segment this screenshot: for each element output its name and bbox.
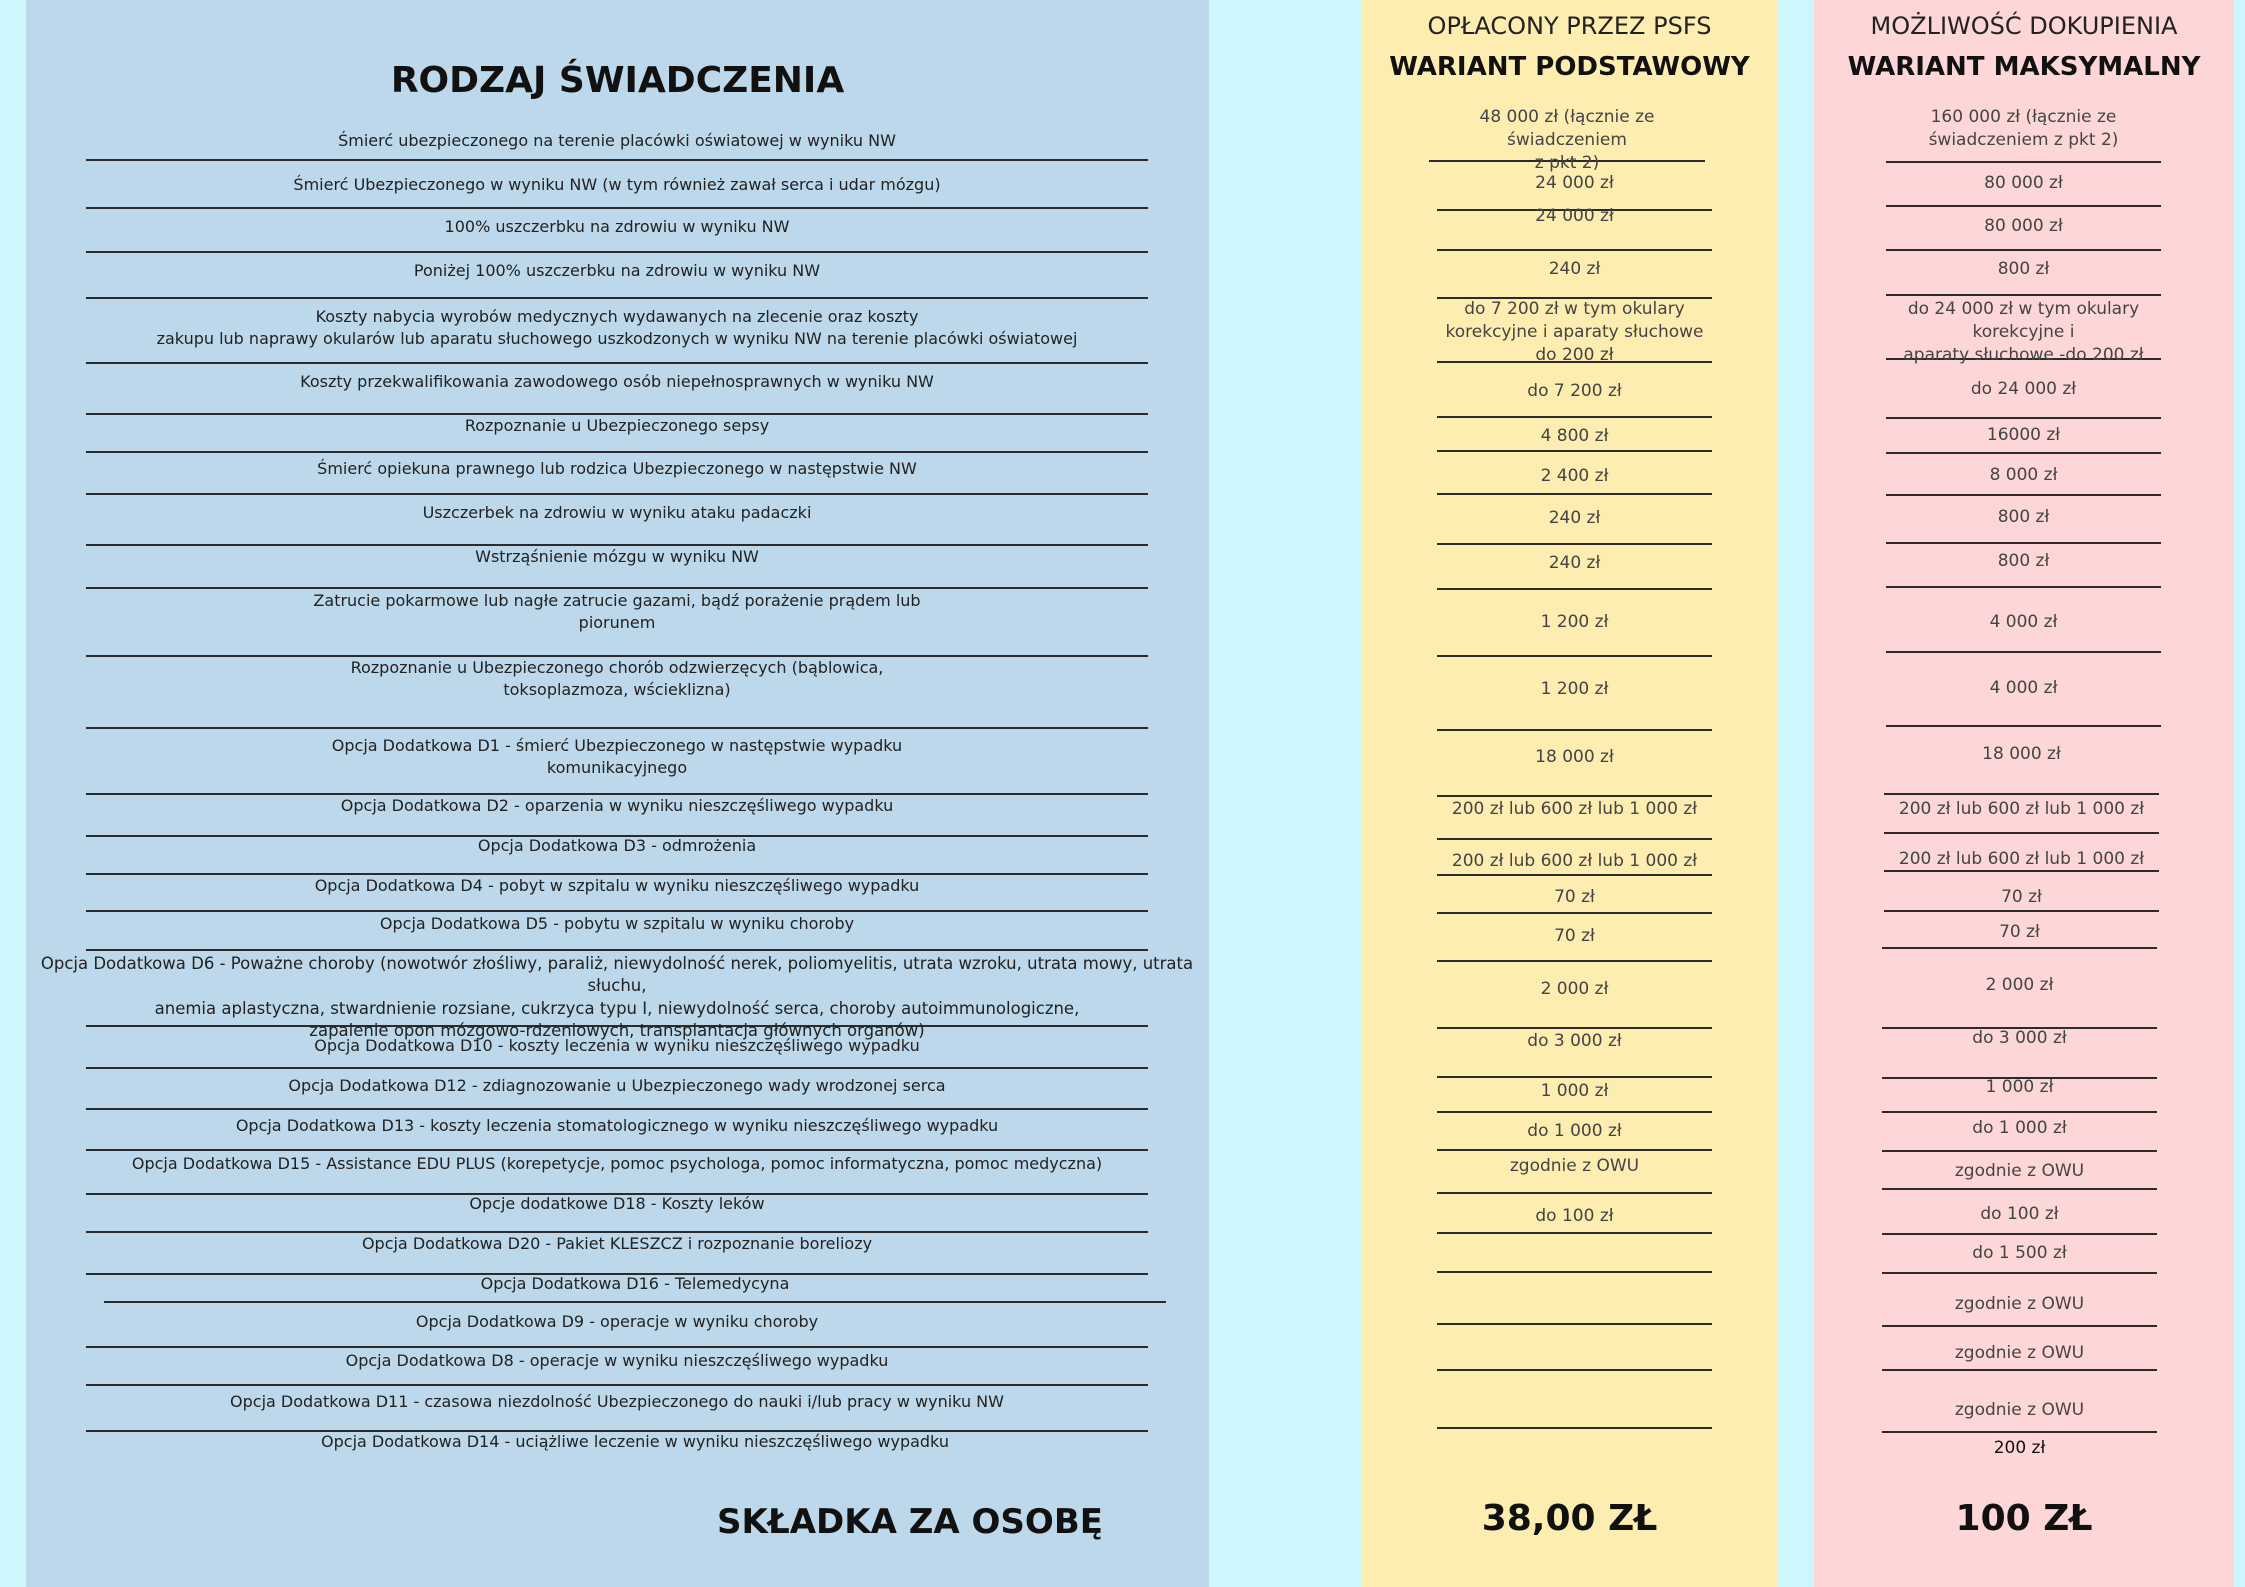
max-value-text: 800 zł bbox=[1997, 551, 2050, 571]
max-variant-heading: MOŻLIWOŚĆ DOKUPIENIA bbox=[1870, 12, 2178, 40]
benefit-row bbox=[86, 1149, 1148, 1195]
max-value-text: do 1 500 zł bbox=[1972, 1243, 2067, 1263]
max-value-text: 4 000 zł bbox=[1989, 678, 2058, 698]
basic-value-text: do 100 zł bbox=[1535, 1206, 1614, 1226]
benefit-text: Poniżej 100% uszczerbku na zdrowiu w wyniku NW bbox=[413, 261, 821, 280]
basic-value-row bbox=[1437, 1027, 1712, 1078]
max-value-text: zgodnie z OWU bbox=[1954, 1294, 2085, 1314]
benefit-text: Opcja Dodatkowa D14 - uciążliwe leczenie w wyniku nieszczęśliwego wypadku bbox=[321, 1432, 949, 1451]
max-value-text: 8 000 zł bbox=[1989, 465, 2058, 485]
benefit-text: Opcja Dodatkowa D20 - Pakiet KLESZCZ i rozpoznanie boreliozy bbox=[361, 1234, 873, 1253]
max-value-row bbox=[1882, 1111, 2157, 1152]
basic-value-row bbox=[1437, 160, 1712, 211]
max-value-row bbox=[1886, 358, 2161, 419]
max-value-row bbox=[1886, 161, 2161, 207]
max-value-text: 200 zł lub 600 zł lub 1 000 zł bbox=[1898, 799, 2145, 819]
benefit-text: Zatrucie pokarmowe lub nagłe zatrucie gazami, bądź porażenie prądem lub piorunem bbox=[313, 591, 921, 632]
max-value-row bbox=[1882, 1233, 2157, 1274]
benefit-text: Uszczerbek na zdrowiu w wyniku ataku padaczki bbox=[422, 503, 812, 522]
benefit-row bbox=[86, 1067, 1148, 1110]
max-value-text: 800 zł bbox=[1997, 507, 2050, 527]
basic-value-row bbox=[1437, 795, 1712, 840]
benefit-text: Opcja Dodatkowa D3 - odmrożenia bbox=[477, 836, 757, 855]
benefit-text: Opcja Dodatkowa D16 - Telemedycyna bbox=[480, 1274, 790, 1293]
max-value-row bbox=[1882, 910, 2157, 949]
basic-value-row bbox=[1437, 543, 1712, 590]
basic-value-row bbox=[1437, 1076, 1712, 1113]
basic-variant-title: WARIANT PODSTAWOWY bbox=[1389, 52, 1750, 82]
max-value-text: 2 000 zł bbox=[1985, 975, 2054, 995]
max-value-row bbox=[1882, 1027, 2157, 1079]
max-value-row bbox=[1882, 1077, 2157, 1113]
basic-value-row bbox=[1437, 361, 1712, 418]
benefit-text: Śmierć Ubezpieczonego w wyniku NW (w tym również zawał serca i udar mózgu) bbox=[293, 175, 941, 194]
max-value-text: zgodnie z OWU bbox=[1954, 1161, 2085, 1181]
benefit-row bbox=[86, 655, 1148, 729]
benefit-text: Rozpoznanie u Ubezpieczonego sepsy bbox=[464, 416, 770, 435]
max-value-row bbox=[1886, 294, 2161, 365]
max-value-row bbox=[1886, 100, 2161, 163]
benefit-row bbox=[104, 1273, 1166, 1303]
basic-value-text: do 1 000 zł bbox=[1527, 1121, 1622, 1141]
benefit-text: Wstrząśnienie mózgu w wyniku NW bbox=[475, 547, 759, 566]
max-value-text: 80 000 zł bbox=[1984, 216, 2063, 236]
max-value-text: zgodnie z OWU bbox=[1954, 1343, 2085, 1363]
benefit-text: Opcje dodatkowe D18 - Koszty leków bbox=[469, 1194, 765, 1213]
max-value-text: 70 zł bbox=[1999, 922, 2040, 942]
max-value-row bbox=[1886, 452, 2161, 496]
max-value-row bbox=[1882, 1188, 2157, 1235]
max-value-row bbox=[1884, 832, 2159, 872]
basic-value-row bbox=[1437, 1323, 1712, 1371]
benefit-text: Opcja Dodatkowa D5 - pobytu w szpitalu w wyniku choroby bbox=[379, 914, 855, 933]
max-value-text: 70 zł bbox=[2001, 887, 2042, 907]
basic-value-row bbox=[1437, 206, 1712, 251]
basic-value-text: 240 zł bbox=[1548, 508, 1601, 528]
benefit-row bbox=[86, 251, 1148, 299]
benefit-text: Śmierć opiekuna prawnego lub rodzica Ubezpieczonego w następstwie NW bbox=[317, 459, 917, 478]
basic-value-text: 18 000 zł bbox=[1535, 747, 1614, 767]
basic-value-text: do 7 200 zł w tym okulary korekcyjne i aparaty słuchowe do 200 zł bbox=[1445, 299, 1704, 365]
benefit-row bbox=[86, 1108, 1148, 1151]
max-value-row bbox=[1886, 542, 2161, 588]
benefit-row bbox=[86, 159, 1148, 209]
basic-value-row bbox=[1437, 588, 1712, 657]
max-value-row bbox=[1882, 1431, 2157, 1470]
benefit-row bbox=[86, 451, 1148, 495]
benefit-text: Opcja Dodatkowa D1 - śmierć Ubezpieczonego w następstwie wypadku komunikacyjnego bbox=[331, 736, 903, 777]
benefit-text: Opcja Dodatkowa D13 - koszty leczenia stomatologicznego w wyniku nieszczęśliwego wypadku bbox=[235, 1116, 999, 1135]
benefit-row bbox=[86, 544, 1148, 589]
benefit-row bbox=[86, 727, 1148, 795]
basic-value-text: 240 zł bbox=[1548, 259, 1601, 279]
benefit-row bbox=[86, 1231, 1148, 1275]
basic-value-row bbox=[1437, 1369, 1712, 1429]
max-value-text: do 24 000 zł bbox=[1970, 379, 2077, 399]
max-value-row bbox=[1886, 205, 2161, 251]
benefit-row bbox=[86, 1193, 1148, 1233]
benefit-row bbox=[86, 1025, 1148, 1069]
benefit-row bbox=[40, 949, 1194, 1040]
max-value-row bbox=[1882, 947, 2157, 1029]
premium-label: SKŁADKA ZA OSOBĘ bbox=[717, 1502, 1103, 1542]
benefit-text: Opcja Dodatkowa D10 - koszty leczenia w wyniku nieszczęśliwego wypadku bbox=[314, 1036, 920, 1055]
max-value-text: 800 zł bbox=[1997, 259, 2050, 279]
basic-value-text: 70 zł bbox=[1554, 887, 1595, 907]
max-value-text: zgodnie z OWU bbox=[1954, 1400, 2085, 1420]
max-value-text: 16000 zł bbox=[1986, 425, 2061, 445]
basic-value-text: 200 zł lub 600 zł lub 1 000 zł bbox=[1451, 799, 1698, 819]
max-value-row bbox=[1882, 1150, 2157, 1190]
benefit-text: 100% uszczerbku na zdrowiu w wyniku NW bbox=[444, 217, 790, 236]
max-variant-title: WARIANT MAKSYMALNY bbox=[1847, 52, 2201, 82]
max-value-text: do 100 zł bbox=[1980, 1204, 2059, 1224]
basic-value-text: zgodnie z OWU bbox=[1509, 1156, 1640, 1176]
benefit-text: Koszty nabycia wyrobów medycznych wydawanych na zlecenie oraz koszty zakupu lub naprawy okularów lub aparatu słuchowego uszkodzonych w wyniku NW na terenie placówki oświatowej bbox=[156, 307, 1078, 348]
benefit-row bbox=[104, 1430, 1166, 1460]
basic-value-text: 200 zł lub 600 zł lub 1 000 zł bbox=[1451, 851, 1698, 871]
basic-value-row bbox=[1437, 1149, 1712, 1194]
max-value-row bbox=[1882, 1369, 2157, 1433]
basic-value-row bbox=[1437, 874, 1712, 914]
benefit-row bbox=[86, 873, 1148, 912]
basic-value-row bbox=[1437, 912, 1712, 962]
basic-value-text: 48 000 zł (łącznie ze świadczeniem z pkt 2) bbox=[1479, 107, 1655, 173]
max-value-text: do 24 000 zł w tym okulary korekcyjne i aparaty słuchowe -do 200 zł bbox=[1903, 299, 2144, 365]
benefit-row bbox=[86, 362, 1148, 415]
max-value-text: 200 zł lub 600 zł lub 1 000 zł bbox=[1898, 849, 2145, 869]
benefit-row bbox=[86, 126, 1148, 161]
benefit-text: Opcja Dodatkowa D9 - operacje w wyniku choroby bbox=[415, 1312, 819, 1331]
benefit-row bbox=[86, 297, 1148, 364]
basic-value-text: 1 000 zł bbox=[1540, 1081, 1609, 1101]
basic-value-row bbox=[1437, 1192, 1712, 1234]
benefit-text: Opcja Dodatkowa D8 - operacje w wyniku nieszczęśliwego wypadku bbox=[345, 1351, 889, 1370]
benefit-row bbox=[86, 1384, 1148, 1432]
max-value-row bbox=[1884, 725, 2159, 795]
benefit-row bbox=[86, 493, 1148, 546]
basic-value-row bbox=[1437, 655, 1712, 731]
benefit-row bbox=[86, 1346, 1148, 1386]
max-value-text: 18 000 zł bbox=[1982, 744, 2061, 764]
max-value-text: do 1 000 zł bbox=[1972, 1118, 2067, 1138]
benefit-text: Opcja Dodatkowa D6 - Poważne choroby (nowotwór złośliwy, paraliż, niewydolność nerek, poliomyelitis, utrata wzroku, utrata mowy, utrata słuchu, anemia aplastyczna, stwardnienie rozsiane, cukrzyca typu I, niewydolność serca, choroby autoimmunologiczne, zapalenie opon mózgowo-rdzeniowych, transplantacja głównych organów) bbox=[40, 954, 1194, 1040]
benefit-text: Koszty przekwalifikowania zawodowego osób niepełnosprawnych w wyniku NW bbox=[300, 372, 934, 391]
basic-value-row bbox=[1437, 493, 1712, 545]
benefit-text: Opcja Dodatkowa D11 - czasowa niezdolność Ubezpieczonego do nauki i/lub pracy w wyniku NW bbox=[230, 1392, 1004, 1411]
max-value-row bbox=[1884, 793, 2159, 834]
basic-value-text: 70 zł bbox=[1554, 926, 1595, 946]
benefit-text: Rozpoznanie u Ubezpieczonego chorób odzwierzęcych (bąblowica, toksoplazmoza, wścieklizna) bbox=[350, 658, 884, 699]
benefit-row bbox=[86, 413, 1148, 453]
benefit-row bbox=[86, 793, 1148, 837]
benefit-row bbox=[86, 587, 1148, 657]
max-premium: 100 ZŁ bbox=[1955, 1498, 2093, 1539]
max-value-text: 1 000 zł bbox=[1985, 1077, 2054, 1097]
max-value-row bbox=[1886, 586, 2161, 653]
benefit-row bbox=[86, 1301, 1148, 1348]
max-value-text: 80 000 zł bbox=[1984, 173, 2063, 193]
max-value-text: 200 zł bbox=[1993, 1438, 2046, 1458]
benefit-text: Opcja Dodatkowa D12 - zdiagnozowanie u Ubezpieczonego wady wrodzonej serca bbox=[288, 1076, 946, 1095]
basic-value-text: 1 200 zł bbox=[1540, 612, 1609, 632]
basic-value-text: do 3 000 zł bbox=[1527, 1031, 1622, 1051]
max-value-row bbox=[1884, 870, 2159, 912]
basic-value-row bbox=[1437, 450, 1712, 495]
basic-value-text: 4 800 zł bbox=[1540, 426, 1609, 446]
benefit-row bbox=[86, 835, 1148, 875]
basic-value-row bbox=[1437, 838, 1712, 876]
max-value-row bbox=[1886, 651, 2161, 727]
basic-value-row bbox=[1437, 1271, 1712, 1325]
max-value-row bbox=[1882, 1325, 2157, 1371]
max-value-row bbox=[1886, 417, 2161, 454]
benefit-type-title: RODZAJ ŚWIADCZENIA bbox=[390, 60, 845, 101]
benefit-text: Opcja Dodatkowa D2 - oparzenia w wyniku nieszczęśliwego wypadku bbox=[340, 796, 894, 815]
max-value-row bbox=[1882, 1272, 2157, 1327]
max-value-row bbox=[1886, 494, 2161, 544]
benefit-text: Opcja Dodatkowa D4 - pobyt w szpitalu w wyniku nieszczęśliwego wypadku bbox=[314, 876, 920, 895]
benefit-row bbox=[86, 910, 1148, 951]
max-value-row bbox=[1886, 249, 2161, 296]
benefit-row bbox=[86, 207, 1148, 253]
basic-value-text: do 7 200 zł bbox=[1527, 381, 1622, 401]
max-value-text: 4 000 zł bbox=[1989, 612, 2058, 632]
basic-value-text: 240 zł bbox=[1548, 553, 1601, 573]
basic-value-row bbox=[1437, 960, 1712, 1029]
basic-value-row bbox=[1437, 416, 1712, 452]
benefit-text: Opcja Dodatkowa D15 - Assistance EDU PLUS (korepetycje, pomoc psychologa, pomoc informatyczna, pomoc medyczna) bbox=[131, 1154, 1103, 1173]
basic-value-text: 1 200 zł bbox=[1540, 679, 1609, 699]
basic-value-row bbox=[1437, 1111, 1712, 1151]
basic-value-row bbox=[1437, 249, 1712, 299]
basic-value-row bbox=[1437, 297, 1712, 363]
basic-value-row bbox=[1429, 100, 1705, 173]
basic-value-text: 24 000 zł bbox=[1535, 173, 1614, 193]
basic-variant-heading: OPŁACONY PRZEZ PSFS bbox=[1427, 12, 1712, 40]
basic-value-text: 2 000 zł bbox=[1540, 979, 1609, 999]
basic-value-row bbox=[1437, 1232, 1712, 1273]
basic-value-text: 24 000 zł bbox=[1535, 206, 1614, 226]
basic-value-row bbox=[1437, 729, 1712, 797]
basic-premium: 38,00 ZŁ bbox=[1481, 1498, 1658, 1539]
basic-value-text: 2 400 zł bbox=[1540, 466, 1609, 486]
max-value-text: 160 000 zł (łącznie ze świadczeniem z pkt 2) bbox=[1928, 107, 2119, 150]
benefit-text: Śmierć ubezpieczonego na terenie placówki oświatowej w wyniku NW bbox=[338, 131, 896, 150]
max-value-text: do 3 000 zł bbox=[1972, 1028, 2067, 1048]
